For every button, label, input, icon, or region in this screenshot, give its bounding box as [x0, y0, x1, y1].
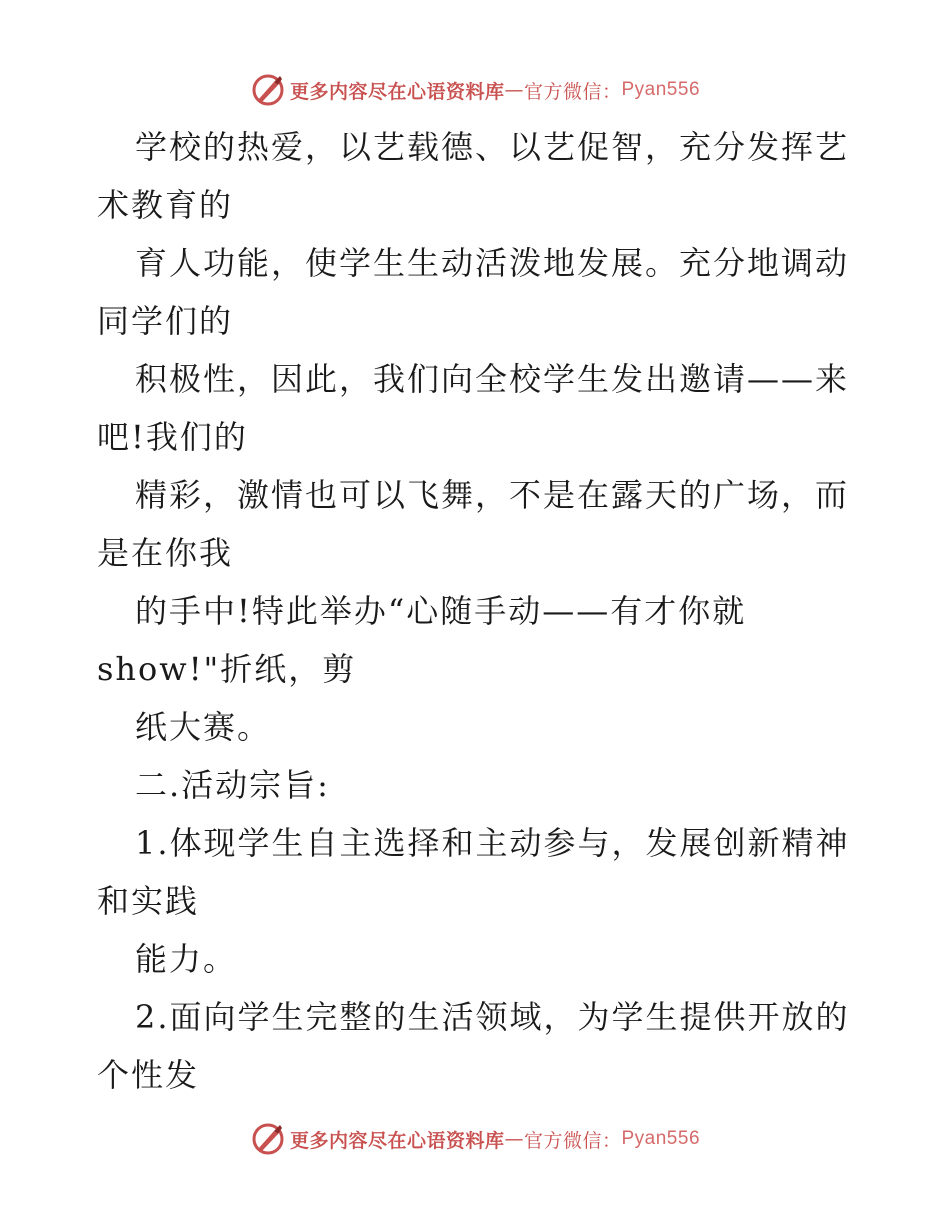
- watermark-wechat-label: 官方微信：: [523, 80, 622, 103]
- text-line: 同学们的: [97, 302, 234, 340]
- footer-watermark: [0, 1117, 950, 1161]
- text-line: 纸大赛。: [135, 708, 272, 746]
- text-line: 和实践: [97, 882, 200, 920]
- text-line: 精彩，激情也可以飞舞，不是在露天的广场，而: [135, 476, 850, 514]
- watermark-dash: —: [504, 79, 524, 101]
- header-watermark: [0, 68, 950, 112]
- text-line: 积极性，因此，我们向全校学生发出邀请——来: [135, 360, 850, 398]
- text-line: 个性发: [97, 1056, 200, 1094]
- watermark-promo-text: 更多内容尽在心语资料库: [289, 1129, 505, 1152]
- text-line: 是在你我: [97, 534, 234, 572]
- watermark-account: Pyan556: [621, 79, 701, 100]
- quill-pen-logo-icon: [250, 1121, 286, 1157]
- section-heading: 二.活动宗旨:: [135, 766, 330, 804]
- watermark-account: Pyan556: [621, 1128, 701, 1149]
- text-line: 学校的热爱，以艺载德、以艺促智，充分发挥艺: [135, 128, 850, 166]
- text-line: 的手中!特此举办“心随手动——有才你就: [135, 592, 747, 630]
- watermark-dash: —: [504, 1128, 524, 1150]
- text-line: 吧!我们的: [97, 418, 248, 456]
- text-line: 术教育的: [97, 186, 234, 224]
- list-item: 2.面向学生完整的生活领域，为学生提供开放的: [135, 998, 850, 1036]
- list-item: 1.体现学生自主选择和主动参与，发展创新精神: [135, 824, 850, 862]
- text-line: 育人功能，使学生生动活泼地发展。充分地调动: [135, 244, 850, 282]
- watermark-promo-text: 更多内容尽在心语资料库: [289, 80, 505, 103]
- watermark-wechat-label: 官方微信：: [523, 1129, 622, 1152]
- document-body: [97, 118, 857, 1104]
- text-line: 能力。: [135, 940, 238, 978]
- text-line: show!"折纸，剪: [97, 650, 357, 688]
- quill-pen-logo-icon: [250, 72, 286, 108]
